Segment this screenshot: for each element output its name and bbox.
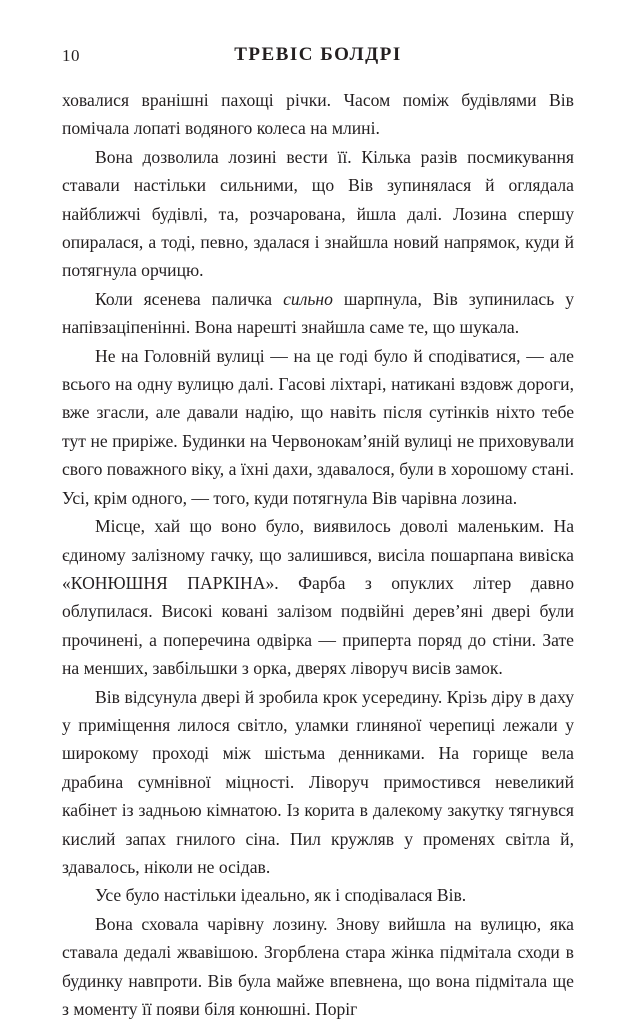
paragraph-text: Місце, хай що воно було, виявилось доволі маленьким. На єдиному залізному гачку, що залишився, висіла пошарпана вивіска «КОНЮШНЯ ПАРКІНА». Фарба з опуклих літер давно облупилася. Високі ковані залізом подвійні дерев’яні двері були прочинені, а поперечина одвірка — приперта поряд до стіни. Зате на менших, завбільшки з орка, дверях ліворуч висів замок. xyxy=(62,516,574,679)
paragraph-text: Коли ясенева паличка xyxy=(95,288,284,309)
paragraph-text: Не на Головній вулиці — на це годі було й сподіватися, — але всього на одну вулицю далі. Гасові ліхтарі, натикані вздовж дороги, вже згасли, але давали надію, що навіть після сутінків ніхто тебе тут не приріже. Будинки на Червонокам’яній вулиці не приховували свого поважного віку, а їхні дахи, здавалося, були в хорошому стані. Усі, крім одного, — того, куди потягнула Вів чарівна лозина. xyxy=(62,345,574,508)
paragraph-text: Усе було настільки ідеально, як і сподівалася Вів. xyxy=(95,885,467,906)
paragraph xyxy=(62,512,574,682)
paragraph-text: шарпнула, Вів зупинилась у напівзаціпенінні. Вона нарешті знайшла саме те, що шукала. xyxy=(62,288,574,338)
paragraph-text: Вів відсунула двері й зробила крок усередину. Крізь діру в даху у приміщення лилося світло, уламки глиняної черепиці лежали у широкому проході між шістьма денниками. На горище вела драбина сумнівної міцності. Ліворуч примостився невеликий кабінет із задньою кімнатою. Із корита в далекому закутку тягнувся кислий запах гнилого сіна. Пил кружляв у променях світла й, здавалось, ніколи не осідав. xyxy=(62,686,574,877)
page-header xyxy=(62,44,574,68)
paragraph xyxy=(62,881,574,909)
paragraph-text: Вона дозволила лозині вести її. Кілька разів посмикування ставали настільки сильними, що Вів зупинялася й оглядала найближчі будівлі, та, розчарована, йшла далі. Лозина спершу опиралася, а тоді, певно, здалася і знайшла новий напрямок, куди й потягнула орчицю. xyxy=(62,146,574,281)
paragraph xyxy=(62,86,574,143)
paragraph xyxy=(62,285,574,342)
body-text xyxy=(62,86,574,1023)
page-number: 10 xyxy=(62,46,80,65)
paragraph-text: Вона сховала чарівну лозину. Знову вийшла на вулицю, яка ставала дедалі жвавішою. Згорблена стара жінка підмітала сходи в будинку навпроти. Вів була майже впевнена, що вона підмітала ще з моменту її появи біля конюшні. Поріг xyxy=(62,913,574,1019)
emphasized-word: сильно xyxy=(283,288,333,309)
paragraph xyxy=(62,683,574,882)
running-head: ТРЕВІС БОЛДРІ xyxy=(234,44,402,65)
paragraph xyxy=(62,342,574,512)
paragraph xyxy=(62,910,574,1023)
paragraph xyxy=(62,143,574,285)
paragraph-text: ховалися вранішні пахощі річки. Часом поміж будівлями Вів помічала лопаті водяного колеса на млині. xyxy=(62,90,574,139)
